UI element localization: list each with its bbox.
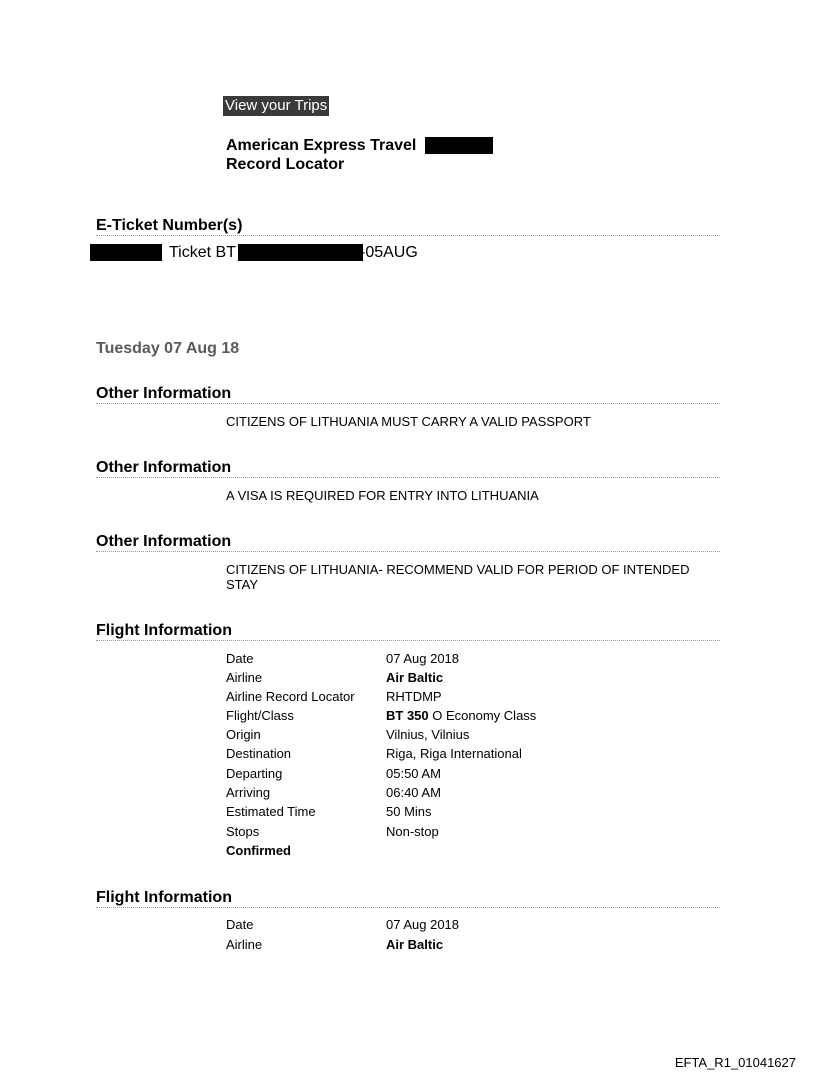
field-label: Origin (226, 727, 261, 742)
section-divider (96, 907, 720, 908)
field-value: Air Baltic (386, 670, 444, 685)
trip-date-heading: Tuesday 07 Aug 18 (96, 340, 240, 357)
class-value: O Economy Class (432, 708, 537, 723)
other-info-heading: Other Information (96, 385, 232, 402)
field-label: Airline (226, 937, 263, 952)
other-info-text: CITIZENS OF LITHUANIA- RECOMMEND VALID FOR PERIOD OF INTENDED STAY (226, 562, 690, 592)
field-label: Departing (226, 766, 283, 781)
section-divider (96, 235, 720, 236)
redacted-passenger (90, 244, 162, 261)
field-value (386, 708, 536, 723)
field-label: Airline (226, 670, 263, 685)
other-info-text: A VISA IS REQUIRED FOR ENTRY INTO LITHUANIA (226, 488, 539, 503)
field-value: 07 Aug 2018 (386, 917, 460, 932)
field-value: RHTDMP (386, 689, 442, 704)
field-value: Vilnius, Vilnius (386, 727, 470, 742)
ticket-prefix: Ticket BT (169, 244, 236, 261)
field-label: Stops (226, 824, 260, 839)
field-label: Arriving (226, 785, 271, 800)
field-value: 50 Mins (386, 804, 432, 819)
field-value: 07 Aug 2018 (386, 651, 460, 666)
other-info-heading: Other Information (96, 459, 232, 476)
section-divider (96, 477, 720, 478)
section-divider (96, 640, 720, 641)
field-label: Date (226, 917, 254, 932)
flight-info-heading: Flight Information (96, 889, 232, 906)
amex-title-line2: Record Locator (226, 156, 345, 173)
other-info-text: CITIZENS OF LITHUANIA MUST CARRY A VALID PASSPORT (226, 414, 591, 429)
section-divider (96, 551, 720, 552)
section-divider (96, 403, 720, 404)
flight-info-heading: Flight Information (96, 622, 232, 639)
field-label: Airline Record Locator (226, 689, 355, 704)
flight-number: BT 350 (386, 708, 429, 723)
ticket-suffix: -05AUG (360, 244, 418, 261)
flight-status: Confirmed (226, 843, 291, 858)
eticket-heading: E-Ticket Number(s) (96, 217, 243, 234)
view-trips-button[interactable]: View your Trips (225, 97, 328, 114)
other-info-heading: Other Information (96, 533, 232, 550)
field-label: Date (226, 651, 254, 666)
field-value: 05:50 AM (386, 766, 441, 781)
field-label: Flight/Class (226, 708, 294, 723)
field-value: Non-stop (386, 824, 439, 839)
document-id: EFTA_R1_01041627 (674, 1055, 796, 1070)
redacted-ticket-number (238, 244, 363, 261)
field-label: Estimated Time (226, 804, 316, 819)
redacted-record-locator (425, 137, 493, 154)
field-label: Destination (226, 746, 292, 761)
amex-title-line1: American Express Travel (226, 137, 417, 154)
field-value: Air Baltic (386, 937, 444, 952)
field-value: Riga, Riga International (386, 746, 522, 761)
amex-record-locator-title (226, 136, 416, 174)
field-value: 06:40 AM (386, 785, 441, 800)
